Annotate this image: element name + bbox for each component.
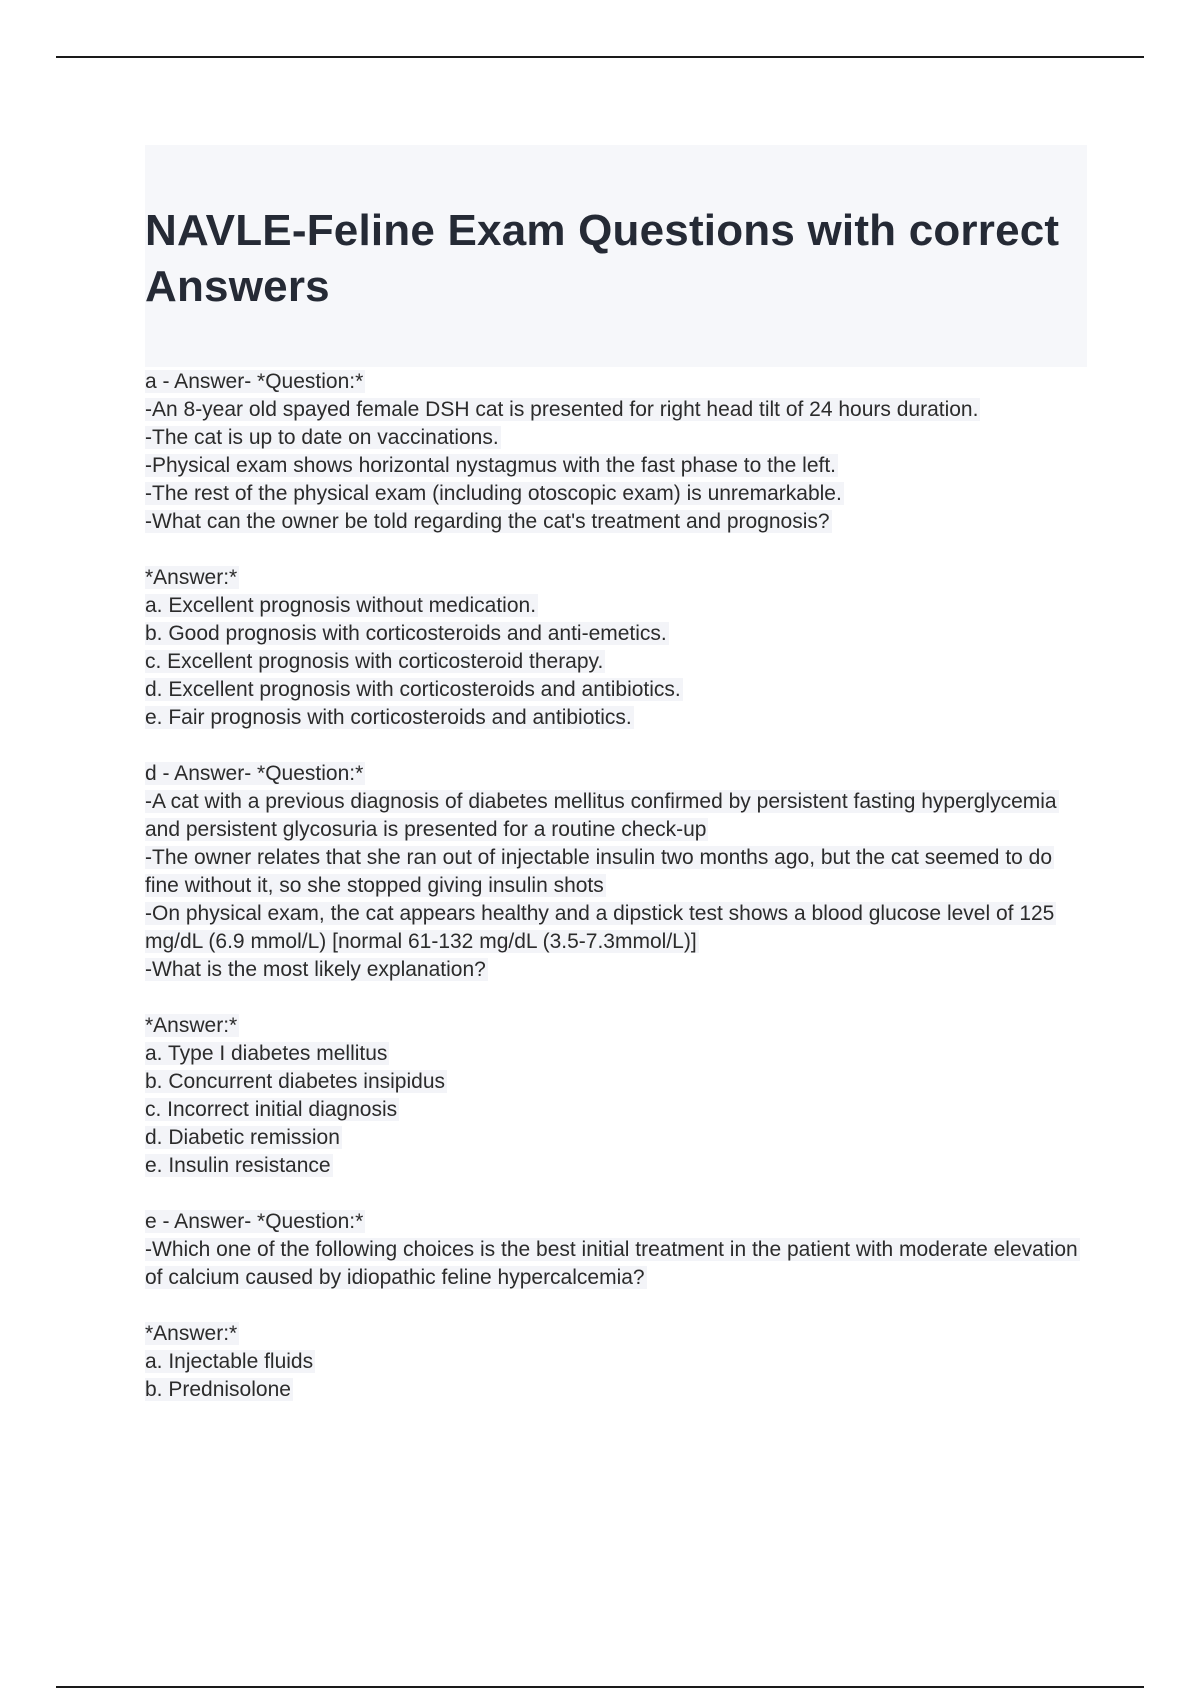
answer-option: b. Good prognosis with corticosteroids and anti-emetics. xyxy=(145,622,667,645)
qa-heading: a - Answer- *Question:* xyxy=(145,370,364,393)
question-line: -On physical exam, the cat appears healthy and a dipstick test shows a blood glucose level of 125 mg/dL (6.9 mmol/L) [normal 61-132 mg/dL (3.5-7.3mmol/L)] xyxy=(145,902,1055,953)
qa-item xyxy=(145,368,1087,732)
answer-option: b. Concurrent diabetes insipidus xyxy=(145,1070,446,1093)
document-title: NAVLE-Feline Exam Questions with correct Answers xyxy=(145,206,1060,311)
header-rule xyxy=(56,56,1144,58)
question-line: -An 8-year old spayed female DSH cat is presented for right head tilt of 24 hours duration. xyxy=(145,398,979,421)
answer-option: e. Fair prognosis with corticosteroids and antibiotics. xyxy=(145,706,632,729)
question-line: -A cat with a previous diagnosis of diabetes mellitus confirmed by persistent fasting hyperglycemia and persistent glycosuria is presented for a routine check-up xyxy=(145,790,1057,841)
answer-label: *Answer:* xyxy=(145,1014,238,1037)
qa-item xyxy=(145,1208,1087,1404)
answer-option: a. Type I diabetes mellitus xyxy=(145,1042,388,1065)
answer-option: c. Incorrect initial diagnosis xyxy=(145,1098,398,1121)
qa-heading: d - Answer- *Question:* xyxy=(145,762,364,785)
answer-option: d. Excellent prognosis with corticosteroids and antibiotics. xyxy=(145,678,681,701)
question-line: -Physical exam shows horizontal nystagmus with the fast phase to the left. xyxy=(145,454,837,477)
answer-option: b. Prednisolone xyxy=(145,1378,291,1401)
title-block xyxy=(145,145,1087,367)
answer-option: d. Diabetic remission xyxy=(145,1126,340,1149)
qa-content xyxy=(145,368,1087,1432)
qa-heading: e - Answer- *Question:* xyxy=(145,1210,364,1233)
answer-option: a. Excellent prognosis without medication. xyxy=(145,594,537,617)
answer-label: *Answer:* xyxy=(145,1322,238,1345)
qa-item xyxy=(145,760,1087,1180)
answer-option: e. Insulin resistance xyxy=(145,1154,331,1177)
question-line: -What is the most likely explanation? xyxy=(145,958,486,981)
question-line: -What can the owner be told regarding the cat's treatment and prognosis? xyxy=(145,510,830,533)
answer-label: *Answer:* xyxy=(145,566,238,589)
question-line: -The rest of the physical exam (including otoscopic exam) is unremarkable. xyxy=(145,482,842,505)
answer-option: a. Injectable fluids xyxy=(145,1350,314,1373)
question-line: -The cat is up to date on vaccinations. xyxy=(145,426,499,449)
footer-rule xyxy=(56,1686,1144,1688)
question-line: -Which one of the following choices is the best initial treatment in the patient with moderate elevation of calcium caused by idiopathic feline hypercalcemia? xyxy=(145,1238,1078,1289)
question-line: -The owner relates that she ran out of injectable insulin two months ago, but the cat seemed to do fine without it, so she stopped giving insulin shots xyxy=(145,846,1053,897)
answer-option: c. Excellent prognosis with corticosteroid therapy. xyxy=(145,650,604,673)
